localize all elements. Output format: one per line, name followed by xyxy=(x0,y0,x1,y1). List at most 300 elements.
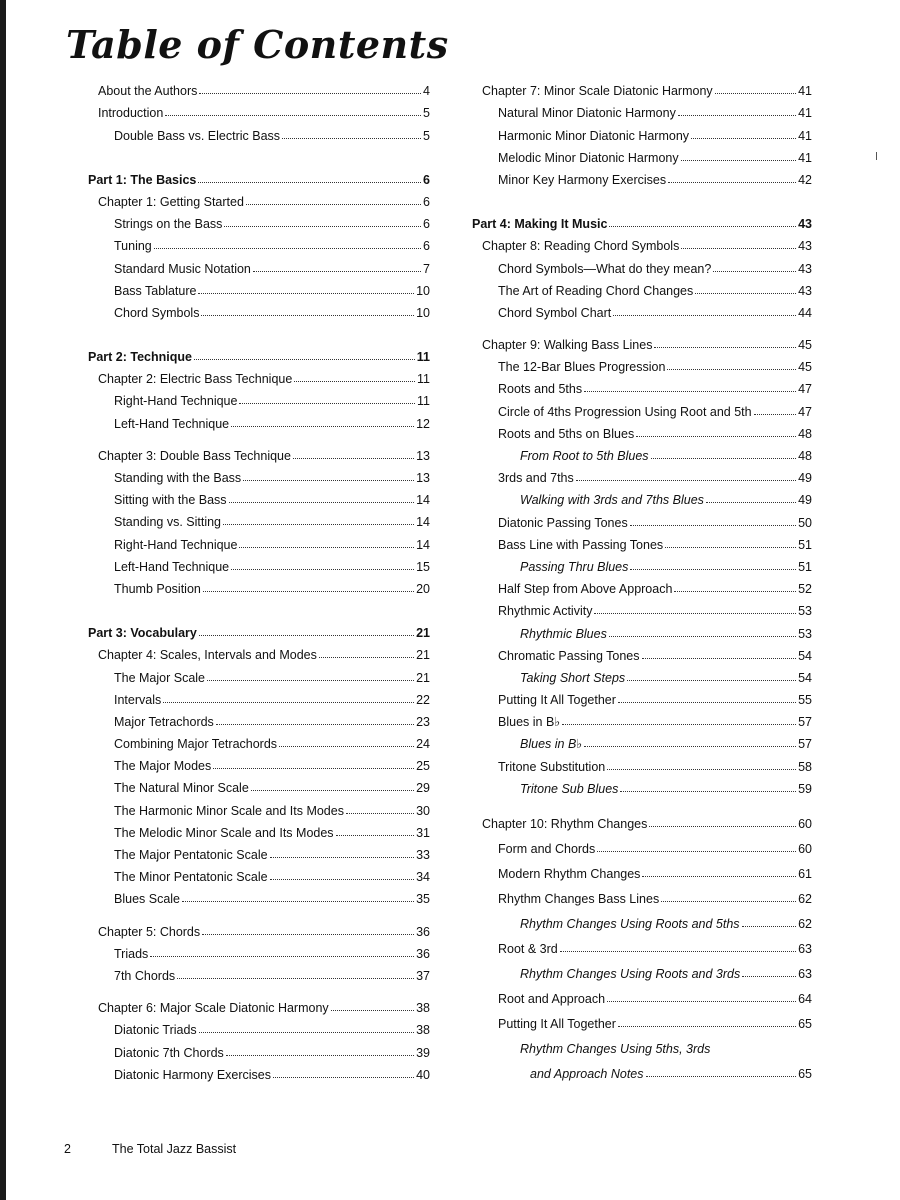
margin-mark xyxy=(876,152,877,160)
toc-entry-label: Double Bass vs. Electric Bass xyxy=(114,128,281,143)
dot-leader xyxy=(346,813,414,814)
toc-entry-label: Melodic Minor Diatonic Harmony xyxy=(498,150,679,165)
dot-leader xyxy=(667,369,796,370)
toc-entry-label: Taking Short Steps xyxy=(520,670,626,685)
toc-entry-label: The Melodic Minor Scale and Its Modes xyxy=(114,825,334,840)
toc-entry xyxy=(472,485,812,507)
toc-entry xyxy=(472,352,812,374)
toc-entry-page: 39 xyxy=(416,1045,430,1060)
toc-entry-page: 49 xyxy=(798,471,812,486)
dot-leader xyxy=(165,115,421,116)
dot-leader xyxy=(654,347,796,348)
toc-part-heading xyxy=(88,618,430,640)
toc-entry-label: Circle of 4ths Progression Using Root and 5th xyxy=(498,404,752,419)
toc-entry xyxy=(88,386,430,408)
toc-entry-label: Chapter 4: Scales, Intervals and Modes xyxy=(98,648,317,663)
dot-leader xyxy=(229,502,415,503)
toc-chapter-entry xyxy=(88,916,430,938)
dot-leader xyxy=(216,724,414,725)
toc-entry-page: 10 xyxy=(416,283,430,298)
toc-entry xyxy=(472,298,812,320)
toc-entry-label: Chapter 2: Electric Bass Technique xyxy=(98,372,293,387)
toc-entry-page: 33 xyxy=(416,848,430,862)
toc-entry-page: 5 xyxy=(423,128,430,143)
toc-entry-page: 31 xyxy=(416,825,430,840)
toc-entry xyxy=(472,165,812,187)
toc-entry-label: The Major Scale xyxy=(114,670,206,685)
toc-entry-label: Thumb Position xyxy=(114,581,201,596)
toc-entry-page: 29 xyxy=(416,781,430,796)
toc-chapter-entry xyxy=(472,806,812,831)
dot-leader xyxy=(706,502,796,503)
toc-entry-label: Harmonic Minor Diatonic Harmony xyxy=(498,128,690,143)
toc-entry-label: Chord Symbols—What do they mean? xyxy=(498,261,712,276)
toc-entry-page: 37 xyxy=(416,968,430,983)
toc-entry-label: Chord Symbols xyxy=(114,305,200,320)
toc-entry-page: 53 xyxy=(798,626,812,641)
toc-entry-label: Chapter 3: Double Bass Technique xyxy=(98,448,291,463)
dot-leader xyxy=(646,1076,797,1077)
toc-chapter-entry xyxy=(472,330,812,352)
toc-entry-page: 40 xyxy=(416,1067,430,1082)
toc-entry-label: Sitting with the Bass xyxy=(114,493,227,508)
toc-entry-page: 6 xyxy=(423,239,430,254)
toc-entry xyxy=(472,441,812,463)
toc-entry xyxy=(472,956,812,981)
dot-leader xyxy=(202,934,414,935)
toc-entry xyxy=(88,408,430,430)
toc-entry xyxy=(88,209,430,231)
toc-entry-label: Half Step from Above Approach xyxy=(498,582,673,597)
spacer xyxy=(472,796,812,806)
toc-entry xyxy=(472,98,812,120)
toc-entry-label: Root and Approach xyxy=(498,991,606,1006)
dot-leader xyxy=(239,403,415,404)
toc-entry xyxy=(88,862,430,884)
toc-entry xyxy=(88,276,430,298)
toc-left-column xyxy=(88,76,430,1082)
toc-entry-label: Bass Tablature xyxy=(114,283,197,298)
dot-leader xyxy=(203,591,414,592)
toc-entry-label: Diatonic Harmony Exercises xyxy=(114,1067,271,1082)
dot-leader xyxy=(668,182,796,183)
toc-entry-label: 3rds and 7ths xyxy=(498,471,574,486)
toc-entry-page: 14 xyxy=(416,515,430,530)
toc-entry xyxy=(472,881,812,906)
dot-leader xyxy=(681,248,796,249)
dot-leader xyxy=(665,547,796,548)
dot-leader xyxy=(198,182,421,183)
dot-leader xyxy=(754,414,796,415)
toc-entry-label: The Minor Pentatonic Scale xyxy=(114,870,268,885)
dot-leader xyxy=(607,769,796,770)
toc-entry-page: 62 xyxy=(798,891,812,906)
toc-entry-page: 47 xyxy=(798,404,812,419)
toc-entry-label: Rhythm Changes Bass Lines xyxy=(498,891,660,906)
toc-entry-page: 58 xyxy=(798,759,812,774)
toc-entry-page: 45 xyxy=(798,338,812,353)
toc-entry-label: Root & 3rd xyxy=(498,941,558,956)
dot-leader xyxy=(576,480,796,481)
toc-entry-label: Putting It All Together xyxy=(498,1016,616,1031)
toc-entry xyxy=(88,552,430,574)
toc-entry-label: From Root to 5th Blues xyxy=(520,449,649,463)
toc-entry-page: 34 xyxy=(416,870,430,885)
dot-leader xyxy=(163,702,414,703)
toc-entry-page: 6 xyxy=(423,172,430,187)
toc-entry-page: 60 xyxy=(798,816,812,831)
dot-leader xyxy=(715,93,796,94)
toc-entry xyxy=(472,120,812,142)
toc-entry xyxy=(472,931,812,956)
toc-entry-label: Blues in B♭ xyxy=(498,715,561,730)
toc-entry-page: 42 xyxy=(798,172,812,187)
toc-entry-label: Tuning xyxy=(114,239,152,254)
toc-entry xyxy=(472,751,812,773)
toc-part-heading xyxy=(88,165,430,187)
toc-entry-label: The Major Modes xyxy=(114,759,212,774)
toc-entry-label: Major Tetrachords xyxy=(114,714,214,729)
toc-entry xyxy=(472,419,812,441)
spacer xyxy=(88,596,430,618)
toc-entry xyxy=(472,507,812,529)
toc-entry-page: 41 xyxy=(798,150,812,165)
spacer xyxy=(88,906,430,916)
toc-entry-label: The Harmonic Minor Scale and Its Modes xyxy=(114,803,344,818)
dot-leader xyxy=(251,790,414,791)
toc-entry xyxy=(472,574,812,596)
dot-leader xyxy=(336,835,415,836)
dot-leader xyxy=(618,1026,796,1027)
toc-entry-page: 35 xyxy=(416,892,430,907)
dot-leader xyxy=(226,1055,414,1056)
dot-leader xyxy=(270,879,415,880)
toc-entry-label: and Approach Notes xyxy=(530,1066,644,1081)
footer-book-title: The Total Jazz Bassist xyxy=(112,1142,237,1156)
toc-entry-page: 25 xyxy=(416,759,430,774)
dot-leader xyxy=(562,724,796,725)
dot-leader xyxy=(691,138,796,139)
toc-entry-label: Minor Key Harmony Exercises xyxy=(498,172,667,187)
toc-entry-label: Part 3: Vocabulary xyxy=(88,626,197,641)
toc-entry-label: Part 4: Making It Music xyxy=(472,217,608,232)
toc-entry-page: 38 xyxy=(416,1023,430,1038)
toc-entry-page: 63 xyxy=(798,966,812,981)
toc-entry xyxy=(88,961,430,983)
toc-entry-page: 65 xyxy=(798,1066,812,1081)
toc-entry-label: Bass Line with Passing Tones xyxy=(498,537,664,552)
toc-entry-page: 41 xyxy=(798,106,812,121)
toc-chapter-entry xyxy=(88,76,430,98)
toc-entry-page: 6 xyxy=(423,194,430,209)
toc-entry-page: 11 xyxy=(416,350,430,365)
toc-entry xyxy=(88,818,430,840)
toc-entry xyxy=(472,707,812,729)
toc-entry xyxy=(88,1037,430,1059)
toc-entry xyxy=(88,773,430,795)
toc-entry-page: 20 xyxy=(416,581,430,596)
toc-entry-label: Chapter 8: Reading Chord Symbols xyxy=(482,239,680,254)
toc-entry-label: Intervals xyxy=(114,692,162,707)
toc-entry-page: 57 xyxy=(798,737,812,752)
dot-leader xyxy=(618,702,796,703)
toc-entry-page: 6 xyxy=(423,217,430,232)
dot-leader xyxy=(194,359,415,360)
toc-entry-page: 62 xyxy=(798,916,812,931)
dot-leader xyxy=(584,746,796,747)
toc-entry-label: The Major Pentatonic Scale xyxy=(114,848,268,862)
toc-entry-page: 43 xyxy=(798,283,812,298)
toc-entry xyxy=(88,685,430,707)
toc-entry xyxy=(472,552,812,574)
toc-entry-page: 43 xyxy=(798,261,812,276)
dot-leader xyxy=(150,956,414,957)
toc-entry-page: 64 xyxy=(798,991,812,1006)
toc-entry-page: 23 xyxy=(416,714,430,729)
toc-entry xyxy=(88,939,430,961)
toc-entry-label: The Art of Reading Chord Changes xyxy=(498,283,694,298)
dot-leader xyxy=(613,315,796,316)
toc-entry-label: Triads xyxy=(114,946,149,961)
toc-entry-label: Form and Chords xyxy=(498,841,596,856)
toc-entry-label: Passing Thru Blues xyxy=(520,559,629,574)
toc-entry-page: 60 xyxy=(798,841,812,856)
toc-entry-page: 30 xyxy=(416,803,430,818)
dot-leader xyxy=(199,635,414,636)
toc-entry-label: Chromatic Passing Tones xyxy=(498,648,640,663)
toc-entry xyxy=(88,751,430,773)
toc-entry-page: 12 xyxy=(416,416,430,431)
dot-leader xyxy=(282,138,421,139)
toc-entry-page: 7 xyxy=(423,261,430,276)
toc-entry-label: Chord Symbol Chart xyxy=(498,305,612,320)
toc-entry xyxy=(472,276,812,298)
toc-entry-label: Chapter 10: Rhythm Changes xyxy=(482,816,648,831)
toc-entry xyxy=(472,530,812,552)
toc-entry-page: 45 xyxy=(798,360,812,375)
toc-part-heading xyxy=(472,209,812,231)
toc-entry-page: 11 xyxy=(417,372,430,387)
toc-chapter-entry xyxy=(88,640,430,662)
toc-entry-page: 4 xyxy=(423,84,430,99)
dot-leader xyxy=(223,524,414,525)
spacer xyxy=(88,431,430,441)
toc-entry-label: The Natural Minor Scale xyxy=(114,781,249,796)
toc-entry-label: Rhythm Changes Using Roots and 3rds xyxy=(520,966,741,981)
toc-entry-page: 43 xyxy=(798,239,812,254)
dot-leader xyxy=(201,315,414,316)
toc-entry-label: Rhythm Changes Using 5ths, 3rds xyxy=(520,1041,711,1056)
toc-entry-page: 49 xyxy=(798,493,812,508)
toc-entry-label: Putting It All Together xyxy=(498,693,616,708)
dot-leader xyxy=(609,226,796,227)
spacer xyxy=(472,320,812,330)
toc-entry-label: Diatonic 7th Chords xyxy=(114,1045,224,1060)
toc-entry xyxy=(88,253,430,275)
toc-entry-label: Tritone Substitution xyxy=(498,759,606,774)
toc-entry-page: 51 xyxy=(798,559,812,574)
dot-leader xyxy=(279,746,414,747)
toc-entry-label: The 12-Bar Blues Progression xyxy=(498,360,666,375)
dot-leader xyxy=(630,525,796,526)
toc-entry xyxy=(472,374,812,396)
toc-entry xyxy=(472,685,812,707)
dot-leader xyxy=(620,791,796,792)
spacer xyxy=(88,143,430,165)
dot-leader xyxy=(231,569,414,570)
dot-leader xyxy=(607,1001,796,1002)
toc-entry-label: Left-Hand Technique xyxy=(114,416,230,431)
toc-chapter-entry xyxy=(88,441,430,463)
toc-entry-page: 13 xyxy=(416,448,430,463)
toc-right-column xyxy=(472,76,812,1081)
toc-entry xyxy=(88,795,430,817)
toc-chapter-entry xyxy=(88,993,430,1015)
dot-leader xyxy=(609,636,796,637)
dot-leader xyxy=(584,391,796,392)
dot-leader xyxy=(199,93,421,94)
toc-entry-label: Right-Hand Technique xyxy=(114,537,238,552)
toc-entry-label: Standard Music Notation xyxy=(114,261,251,276)
toc-entry xyxy=(88,231,430,253)
toc-entry-label: Standing with the Bass xyxy=(114,471,242,485)
toc-entry xyxy=(472,1056,812,1081)
toc-chapter-entry xyxy=(472,231,812,253)
toc-entry-page: 48 xyxy=(798,426,812,441)
toc-entry-label: Walking with 3rds and 7ths Blues xyxy=(520,493,704,508)
toc-entry-label: Rhythm Changes Using Roots and 5ths xyxy=(520,916,740,931)
toc-entry-page: 13 xyxy=(416,471,430,485)
toc-entry-page: 59 xyxy=(798,781,812,796)
toc-entry-label: Standing vs. Sitting xyxy=(114,515,222,530)
toc-part-heading xyxy=(88,342,430,364)
dot-leader xyxy=(177,978,414,979)
toc-entry-page: 48 xyxy=(798,449,812,463)
dot-leader xyxy=(213,768,414,769)
toc-entry-page: 44 xyxy=(798,305,812,320)
toc-entry-page: 41 xyxy=(798,84,812,99)
dot-leader xyxy=(198,293,414,294)
dot-leader xyxy=(681,160,796,161)
dot-leader xyxy=(273,1077,414,1078)
dot-leader xyxy=(678,115,796,116)
dot-leader xyxy=(674,591,796,592)
toc-entry-page: 22 xyxy=(416,692,430,707)
toc-entry-page: 50 xyxy=(798,515,812,530)
toc-entry-label: Rhythmic Activity xyxy=(498,604,593,619)
dot-leader xyxy=(154,248,421,249)
toc-entry-page: 54 xyxy=(798,670,812,685)
toc-entry xyxy=(88,884,430,906)
toc-entry xyxy=(88,729,430,751)
toc-entry xyxy=(88,529,430,551)
dot-leader xyxy=(742,976,796,977)
toc-entry-page: 61 xyxy=(798,866,812,881)
dot-leader xyxy=(661,901,796,902)
toc-entry xyxy=(472,663,812,685)
toc-chapter-entry xyxy=(88,187,430,209)
toc-chapter-entry xyxy=(472,76,812,98)
toc-entry-label: Diatonic Triads xyxy=(114,1023,197,1038)
toc-entry xyxy=(472,641,812,663)
toc-entry xyxy=(472,253,812,275)
toc-entry xyxy=(88,120,430,142)
toc-entry xyxy=(472,1031,812,1056)
dot-leader xyxy=(594,613,796,614)
dot-leader xyxy=(651,458,797,459)
dot-leader xyxy=(642,658,797,659)
toc-entry xyxy=(472,596,812,618)
toc-entry xyxy=(472,143,812,165)
toc-entry-label: Chapter 1: Getting Started xyxy=(98,194,244,209)
toc-entry xyxy=(472,774,812,796)
toc-entry-page: 52 xyxy=(798,582,812,597)
toc-entry-label: Chapter 5: Chords xyxy=(98,924,201,939)
toc-entry-label: Chapter 6: Major Scale Diatonic Harmony xyxy=(98,1001,329,1016)
toc-entry xyxy=(472,831,812,856)
toc-entry xyxy=(88,485,430,507)
dot-leader xyxy=(239,547,414,548)
dot-leader xyxy=(627,680,796,681)
toc-entry-label: Roots and 5ths xyxy=(498,382,583,397)
toc-entry-label: Tritone Sub Blues xyxy=(520,781,619,796)
toc-entry-page: 41 xyxy=(798,128,812,143)
dot-leader xyxy=(695,293,796,294)
spacer xyxy=(88,320,430,342)
toc-entry-page: 21 xyxy=(416,648,430,663)
toc-entry-label: 7th Chords xyxy=(114,968,176,983)
toc-entry-label: Part 1: The Basics xyxy=(88,172,197,187)
page-binding-edge xyxy=(0,0,6,1200)
dot-leader xyxy=(199,1032,414,1033)
toc-entry-label: Left-Hand Technique xyxy=(114,559,230,574)
toc-chapter-entry xyxy=(88,98,430,120)
toc-entry xyxy=(88,1060,430,1082)
toc-entry-page: 36 xyxy=(416,924,430,939)
toc-entry xyxy=(88,840,430,862)
toc-entry xyxy=(472,396,812,418)
dot-leader xyxy=(243,480,414,481)
toc-entry xyxy=(472,906,812,931)
spacer xyxy=(472,187,812,209)
toc-entry-page: 15 xyxy=(416,559,430,574)
toc-entry xyxy=(472,463,812,485)
dot-leader xyxy=(713,271,796,272)
toc-entry-page: 54 xyxy=(798,648,812,663)
toc-entry-page: 57 xyxy=(798,715,812,730)
toc-entry-page: 11 xyxy=(417,394,430,409)
toc-entry-page: 47 xyxy=(798,382,812,397)
toc-entry-page: 43 xyxy=(798,217,812,232)
dot-leader xyxy=(253,271,421,272)
footer-page-number: 2 xyxy=(64,1142,71,1156)
toc-entry-label: Blues Scale xyxy=(114,892,181,907)
dot-leader xyxy=(742,926,797,927)
toc-entry-page: 53 xyxy=(798,604,812,619)
dot-leader xyxy=(207,680,414,681)
toc-entry-page: 55 xyxy=(798,693,812,708)
dot-leader xyxy=(224,226,421,227)
dot-leader xyxy=(630,569,796,570)
toc-entry-label: Combining Major Tetrachords xyxy=(114,737,278,752)
toc-entry xyxy=(88,463,430,485)
toc-entry-label: Chapter 9: Walking Bass Lines xyxy=(482,338,653,353)
dot-leader xyxy=(294,381,415,382)
toc-entry-label: Part 2: Technique xyxy=(88,350,192,365)
toc-entry xyxy=(88,298,430,320)
toc-entry-page: 21 xyxy=(416,670,430,685)
toc-entry xyxy=(88,662,430,684)
